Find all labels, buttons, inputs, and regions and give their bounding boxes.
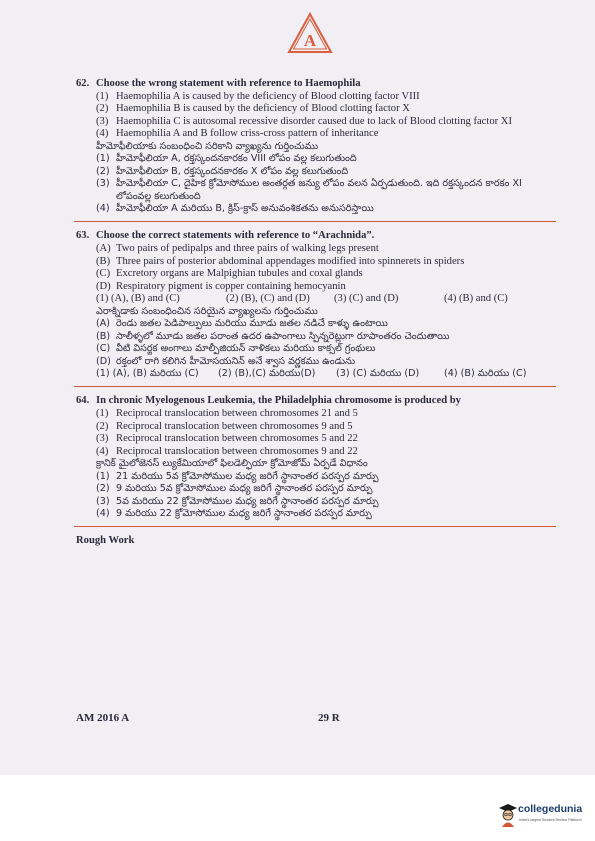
question-number: 64. — [76, 395, 90, 407]
rough-work-heading: Rough Work — [76, 535, 135, 547]
option: (4) Reciprocal translocation between chromosomes 9 and 22 — [96, 445, 358, 457]
telugu-statement: (B) సాలీళ్ళలో మూడు జతల పరాంత ఉదర ఉపాంగాలు స్పిన్నరెట్లుగా రూపాంతరం చెందుతాయి — [96, 330, 450, 342]
telugu-option: (4) 9 మరియు 22 క్రోమోసోముల మధ్య జరిగే స్థానాంతర పరస్పర మార్పు — [96, 508, 372, 519]
telugu-stem: ఎరాక్నిడాకు సంబంధించిన సరియైన వ్యాఖ్యలను గుర్తించుము — [96, 305, 318, 317]
question-63 — [76, 230, 554, 380]
question-stem: In chronic Myelogenous Leukemia, the Philadelphia chromosome is produced by — [96, 395, 461, 407]
divider — [74, 386, 556, 387]
choice: (4) (B) మరియు (C) — [444, 368, 527, 379]
telugu-option: (1) 21 మరియు 5వ క్రోమోసోముల మధ్య జరిగే స్థానాంతర పరస్పర మార్పు — [96, 470, 379, 482]
divider — [74, 526, 556, 527]
question-64 — [76, 395, 554, 520]
watermark-logo — [498, 800, 594, 834]
telugu-option: (3) 5వ మరియు 22 క్రోమోసోముల మధ్య జరిగే స్థానాంతర పరస్పర మార్పు — [96, 495, 379, 507]
telugu-option: (1) హీమోఫీలియా A, రక్తస్కందనకారకం VIII లోపం వల్ల కలుగుతుంది — [96, 153, 357, 165]
question-number: 62. — [76, 78, 90, 89]
choice: (1) (A), (B) and (C) — [96, 293, 180, 305]
option: (3) Haemophilia C is autosomal recessive disorder caused due to lack of Blood clotting factor XI — [96, 115, 512, 127]
choice: (2) (B), (C) and (D) — [226, 293, 310, 305]
answer-choices — [76, 293, 554, 306]
telugu-option: (3) హీమోఫీలియా C, దైహిక క్రోమోసోముల అంతర్గత జన్యు లోపం వలన ఏర్పడుతుంది. ఇది రక్తస్కందన కారకం XI లోపంవల్ల కలుగుతుంది — [96, 178, 522, 202]
telugu-option: (4) హీమోఫీలియా A మరియు B, క్రిస్-క్రాస్ అనువంశికతను అనుసరిస్తాయి — [96, 203, 374, 214]
telugu-statement: (C) వీటి విసర్జక అంగాలు మాల్పీజియన్ నాళికలు మరియు కాక్సల్ గ్రంథులు — [96, 343, 376, 355]
telugu-answer-choices — [76, 368, 554, 380]
choice: (1) (A), (B) మరియు (C) — [96, 368, 199, 379]
booklet-code-badge — [287, 12, 333, 54]
option: (1) Reciprocal translocation between chromosomes 21 and 5 — [96, 408, 358, 419]
telugu-stem: హీమోఫీలియాకు సంబంధించి సరికాని వ్యాఖ్యను గుర్తించుము — [96, 140, 319, 152]
booklet-code: AM 2016 A — [76, 712, 130, 724]
telugu-option: (2) 9 మరియు 5వ క్రోమోసోముల మధ్య జరిగే స్థానాంతర పరస్పర మార్పు — [96, 483, 373, 495]
question-62 — [76, 78, 554, 215]
statement: (D) Respiratory pigment is copper containing hemocyanin — [96, 280, 346, 292]
statement: (A) Two pairs of pedipalps and three pairs of walking legs present — [96, 243, 379, 254]
choice: (4) (B) and (C) — [444, 293, 508, 305]
question-number: 63. — [76, 230, 90, 242]
option: (1) Haemophilia A is caused by the deficiency of Blood clotting factor VIII — [96, 90, 420, 102]
question-stem: Choose the correct statements with reference to “Arachnida”. — [96, 230, 375, 242]
questions-area — [76, 78, 554, 548]
option: (2) Haemophilia B is caused by the deficiency of Blood clotting factor X — [96, 103, 410, 115]
question-stem: Choose the wrong statement with reference to Haemophila — [96, 78, 361, 89]
choice: (3) (C) and (D) — [334, 293, 399, 305]
choice: (2) (B),(C) మరియు(D) — [218, 368, 316, 379]
statement: (C) Excretory organs are Malpighian tubules and coxal glands — [96, 268, 363, 280]
telugu-statement: (A) రెండు జతల పెడిపాల్పులు మరియు మూడు జతల నడిచే కాళ్ళు ఉంటాయి — [96, 318, 388, 330]
choice: (3) (C) మరియు (D) — [336, 368, 420, 379]
telugu-stem: క్రానిక్ మైలోజెనస్ ల్యుకేమియాలో ఫిలడెల్ఫియా క్రోమోజోమ్ ఏర్పడే విధానం — [96, 458, 368, 470]
page-number: 29 R — [318, 712, 340, 724]
divider — [74, 221, 556, 222]
brand-tagline: India's largest Student Review Platform — [519, 818, 582, 822]
statement: (B) Three pairs of posterior abdominal appendages modified into spinnerets in spiders — [96, 255, 465, 267]
badge-letter: A — [303, 31, 317, 50]
telugu-option: (2) హీమోఫీలియా B, రక్తస్కందనకారకం X లోపం వల్ల కలుగుతుంది — [96, 165, 349, 177]
telugu-statement: (D) రక్తంలో రాగి కలిగిన హీమోసయనిన్ అనే శ్వాస వర్ణకము ఉండును — [96, 355, 356, 367]
option: (2) Reciprocal translocation between chromosomes 9 and 5 — [96, 420, 353, 432]
option: (4) Haemophilia A and B follow criss-cross pattern of inheritance — [96, 128, 379, 140]
graduate-mascot-icon — [498, 802, 518, 828]
option: (3) Reciprocal translocation between chromosomes 5 and 22 — [96, 433, 358, 445]
brand-name: collegedunia — [518, 803, 583, 815]
